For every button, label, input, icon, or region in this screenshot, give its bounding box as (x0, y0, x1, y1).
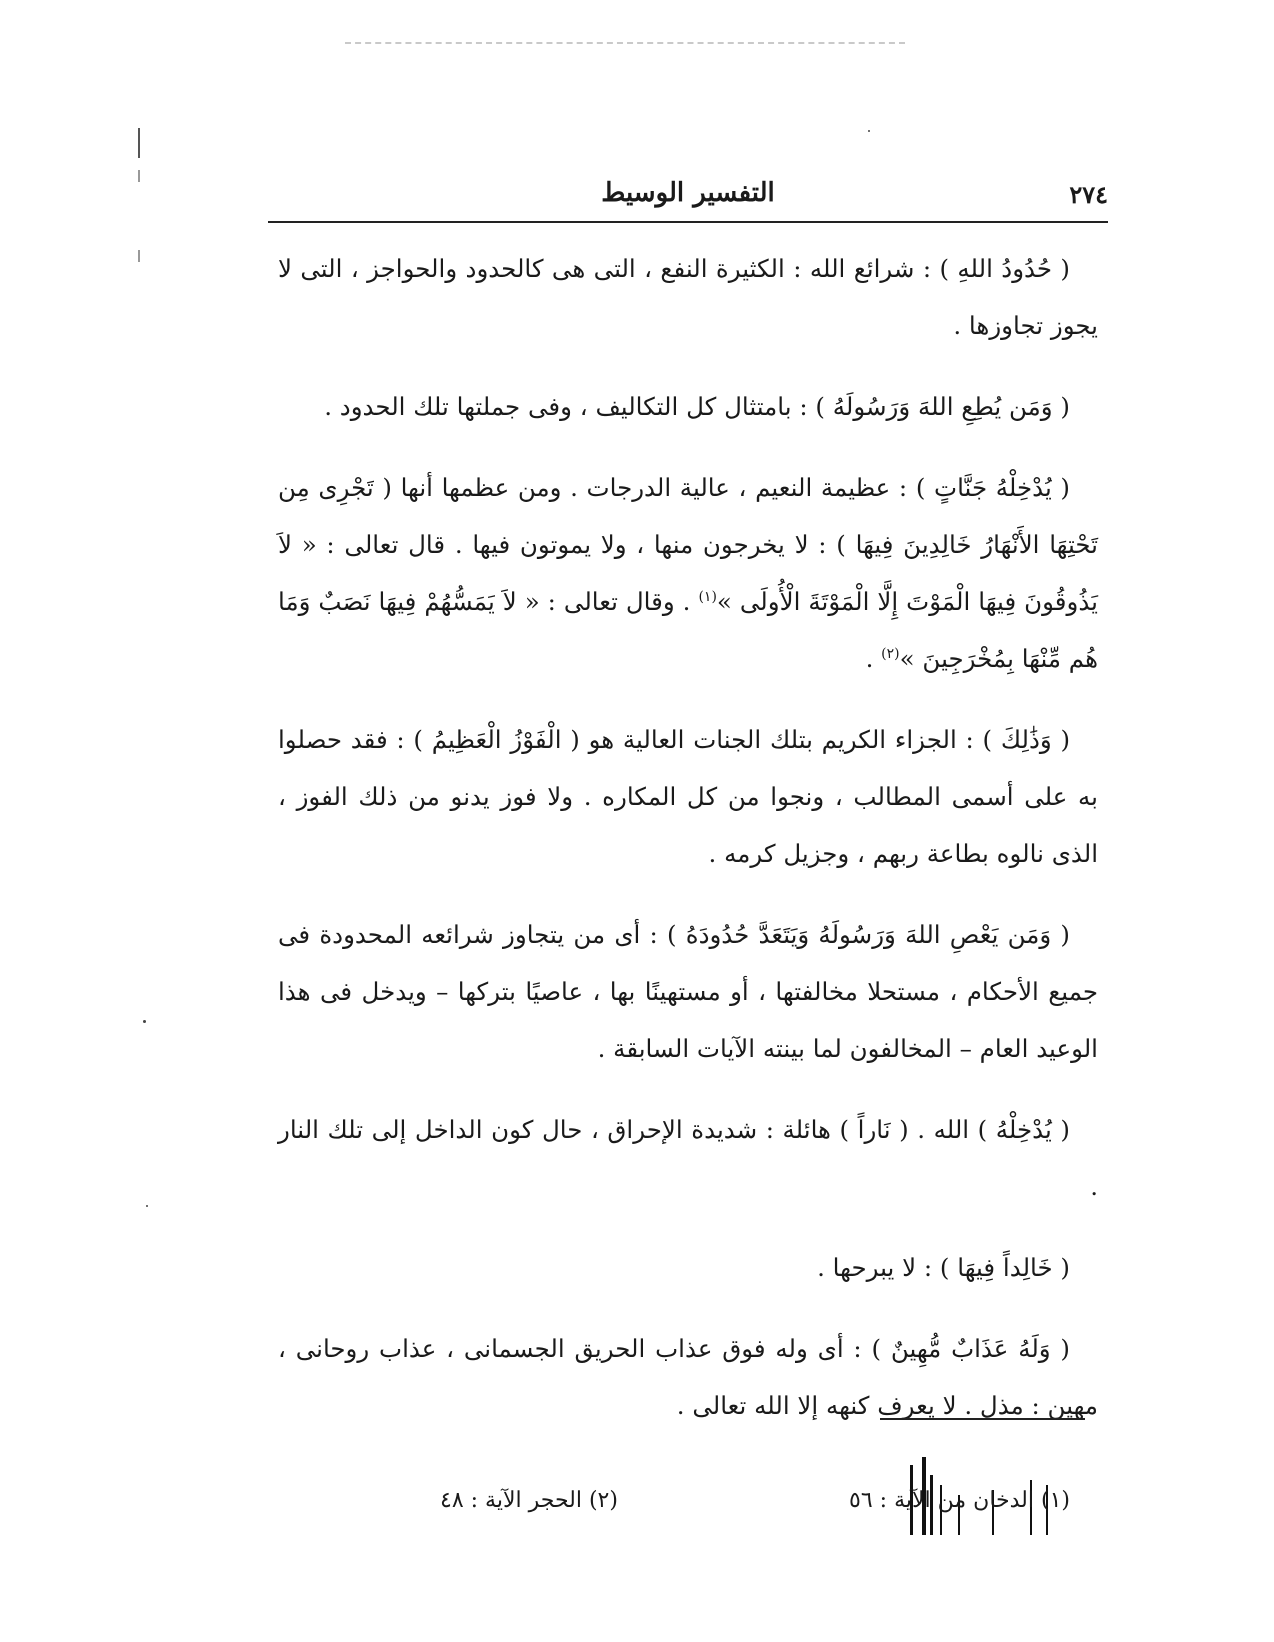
scan-artifact-mark (138, 128, 140, 158)
footnotes (440, 1488, 1070, 1528)
scan-artifact-mark (138, 250, 140, 262)
scan-artifact-line (345, 42, 905, 44)
paragraph: ( وَذَٰلِكَ ) : الجزاء الكريم بتلك الجنات العالية هو ( الْفَوْزُ الْعَظِيمُ ) : فقد حصلوا به على أسمى المطالب ، ونجوا من كل المكاره . ولا فوز يدنو من ذلك الفوز ، الذى نالوه بطاعة ربهم ، وجزيل كرمه . (278, 725, 1098, 868)
paragraph: ( خَالِداً فِيهَا ) : لا يبرحها . (817, 1253, 1070, 1282)
header-rule (268, 221, 1108, 223)
scan-artifact-mark (138, 170, 140, 182)
paragraph-text: . (865, 644, 874, 673)
page-header (268, 178, 1108, 218)
page-number: ٢٧٤ (1069, 180, 1108, 209)
paragraph: ( حُدُودُ اللهِ ) : شرائع الله : الكثيرة النفع ، التى هى كالحدود والحواجز ، التى لا يجوز تجاوزها . (278, 254, 1098, 340)
footnote-ref: (٢) (881, 645, 900, 662)
paragraph-text: ( يُدْخِلْهُ جَنَّاتٍ ) : عظيمة النعيم ، عالية الدرجات . ومن عظمها أنها ( تَجْرِى مِن تَحْتِهَا الأَنْهَارُ خَالِدِينَ فِيهَا ) : لا يخرجون منها ، ولا يموتون فيها . قال تعالى : « لاَ يَذُوقُونَ فِيهَا الْمَوْتَ إِلَّا الْمَوْتَةَ الْأُولَى » (278, 473, 1098, 616)
footnote-rule (880, 1418, 1085, 1420)
paragraph: ( وَلَهُ عَذَابٌ مُّهِينٌ ) : أى وله فوق عذاب الحريق الجسمانى ، عذاب روحانى ، مهين : مذل . لا يعرف كنهه إلا الله تعالى . (278, 1334, 1098, 1420)
paragraph: ( يُدْخِلْهُ ) الله . ( نَاراً ) هائلة : شديدة الإحراق ، حال كون الداخل إلى تلك النار . (278, 1115, 1098, 1201)
footnote-2: (٢) الحجر الآية : ٤٨ (440, 1488, 618, 1513)
paragraph: ( وَمَن يُطِعِ اللهَ وَرَسُولَهُ ) : بامتثال كل التكاليف ، وفى جملتها تلك الحدود . (324, 392, 1070, 421)
scan-artifact-dot (143, 1020, 146, 1023)
paragraph: ( وَمَن يَعْصِ اللهَ وَرَسُولَهُ وَيَتَعَدَّ حُدُودَهُ ) : أى من يتجاوز شرائعه المحدودة فى جميع الأحكام ، مستحلا مخالفتها ، أو مستهينًا بها ، عاصيًا بتركها – ويدخل فى هذا الوعيد العام – المخالفون لما بينته الآيات السابقة . (278, 920, 1098, 1063)
page-body (278, 240, 1098, 1458)
scan-artifact-dot (146, 1205, 148, 1207)
footnote-ref: (١) (698, 588, 717, 605)
paragraph-text: . وقال تعالى : « لاَ يَمَسُّهُمْ فِيهَا نَصَبٌ وَمَا هُم مِّنْهَا بِمُخْرَجِينَ » (278, 587, 1098, 673)
book-title: التفسير الوسيط (601, 178, 775, 208)
scan-artifact-dot (868, 130, 870, 132)
paragraph (278, 459, 1098, 687)
footnote-1: (١) الدخان من الآية : ٥٦ (849, 1488, 1070, 1513)
